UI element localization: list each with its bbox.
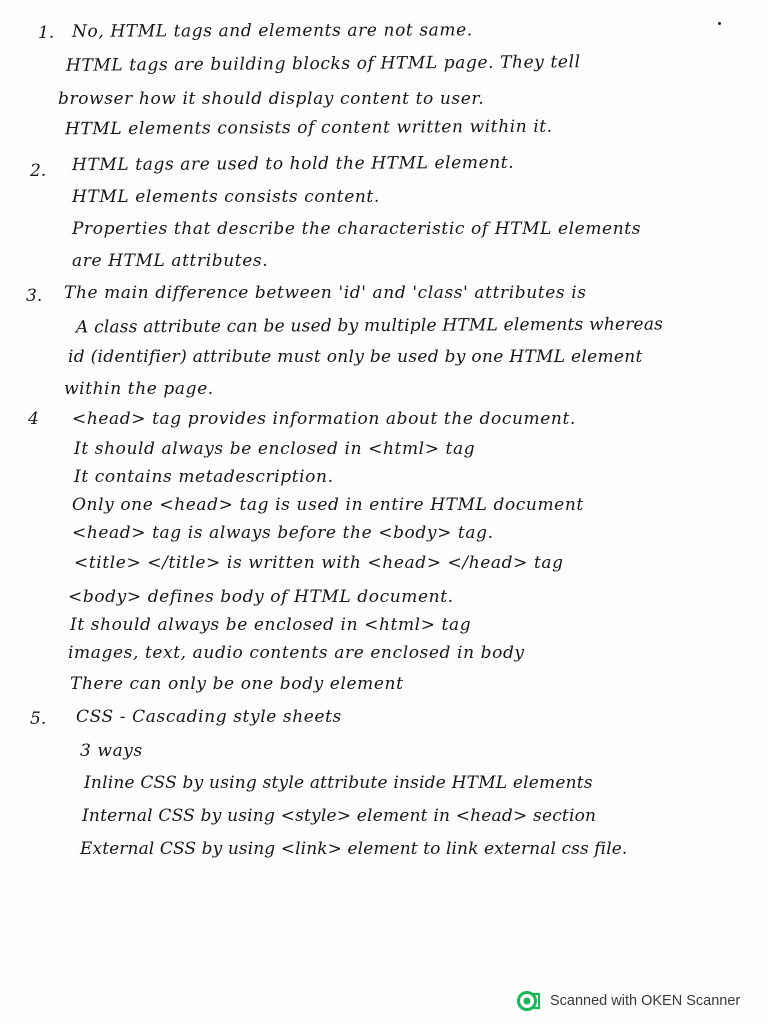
note-line: There can only be one body element <box>70 674 404 694</box>
note-line: It contains metadescription. <box>74 467 334 487</box>
item-number: 1. <box>38 23 55 43</box>
note-line: No, HTML tags and elements are not same. <box>71 20 473 42</box>
note-line: within the page. <box>64 379 214 399</box>
note-line: It should always be enclosed in <html> tag <box>70 615 472 635</box>
note-line: HTML elements consists of content written within it. <box>64 116 553 140</box>
note-line: <body> defines body of HTML document. <box>68 587 454 607</box>
note-line: HTML elements consists content. <box>72 187 380 207</box>
note-line: 3 ways <box>80 741 143 761</box>
scanner-watermark <box>517 990 740 1012</box>
item-number: 4 <box>28 409 39 429</box>
note-line: External CSS by using <link> element to link external css file. <box>80 839 628 859</box>
item-number: 3. <box>26 286 43 306</box>
note-line: Inline CSS by using style attribute inside HTML elements <box>84 773 593 793</box>
note-line: Internal CSS by using <style> element in <head> section <box>82 806 597 826</box>
pen-dot <box>718 22 721 25</box>
note-line: are HTML attributes. <box>72 251 269 271</box>
note-line: Properties that describe the characteristic of HTML elements <box>72 219 642 239</box>
note-line: It should always be enclosed in <html> tag <box>74 439 476 459</box>
scanner-watermark-text: Scanned with OKEN Scanner <box>550 993 741 1009</box>
note-line: A class attribute can be used by multiple HTML elements whereas <box>75 314 664 338</box>
item-number: 2. <box>30 161 47 181</box>
note-line: HTML tags are used to hold the HTML element. <box>71 152 515 176</box>
note-line: browser how it should display content to user. <box>58 89 485 109</box>
note-line: <title> </title> is written with <head> </head> tag <box>74 553 564 573</box>
note-line: id (identifier) attribute must only be used by one HTML element <box>68 347 643 367</box>
note-line: HTML tags are building blocks of HTML page. They tell <box>65 52 581 76</box>
note-line: CSS - Cascading style sheets <box>76 707 342 727</box>
note-line: <head> tag provides information about the document. <box>72 409 576 429</box>
note-line: images, text, audio contents are enclosed in body <box>68 643 525 663</box>
note-line: Only one <head> tag is used in entire HTML document <box>72 495 584 515</box>
item-number: 5. <box>30 709 47 729</box>
oken-scanner-logo-icon <box>517 990 541 1012</box>
note-line: <head> tag is always before the <body> tag. <box>72 523 494 543</box>
note-line: The main difference between 'id' and 'class' attributes is <box>64 283 587 303</box>
